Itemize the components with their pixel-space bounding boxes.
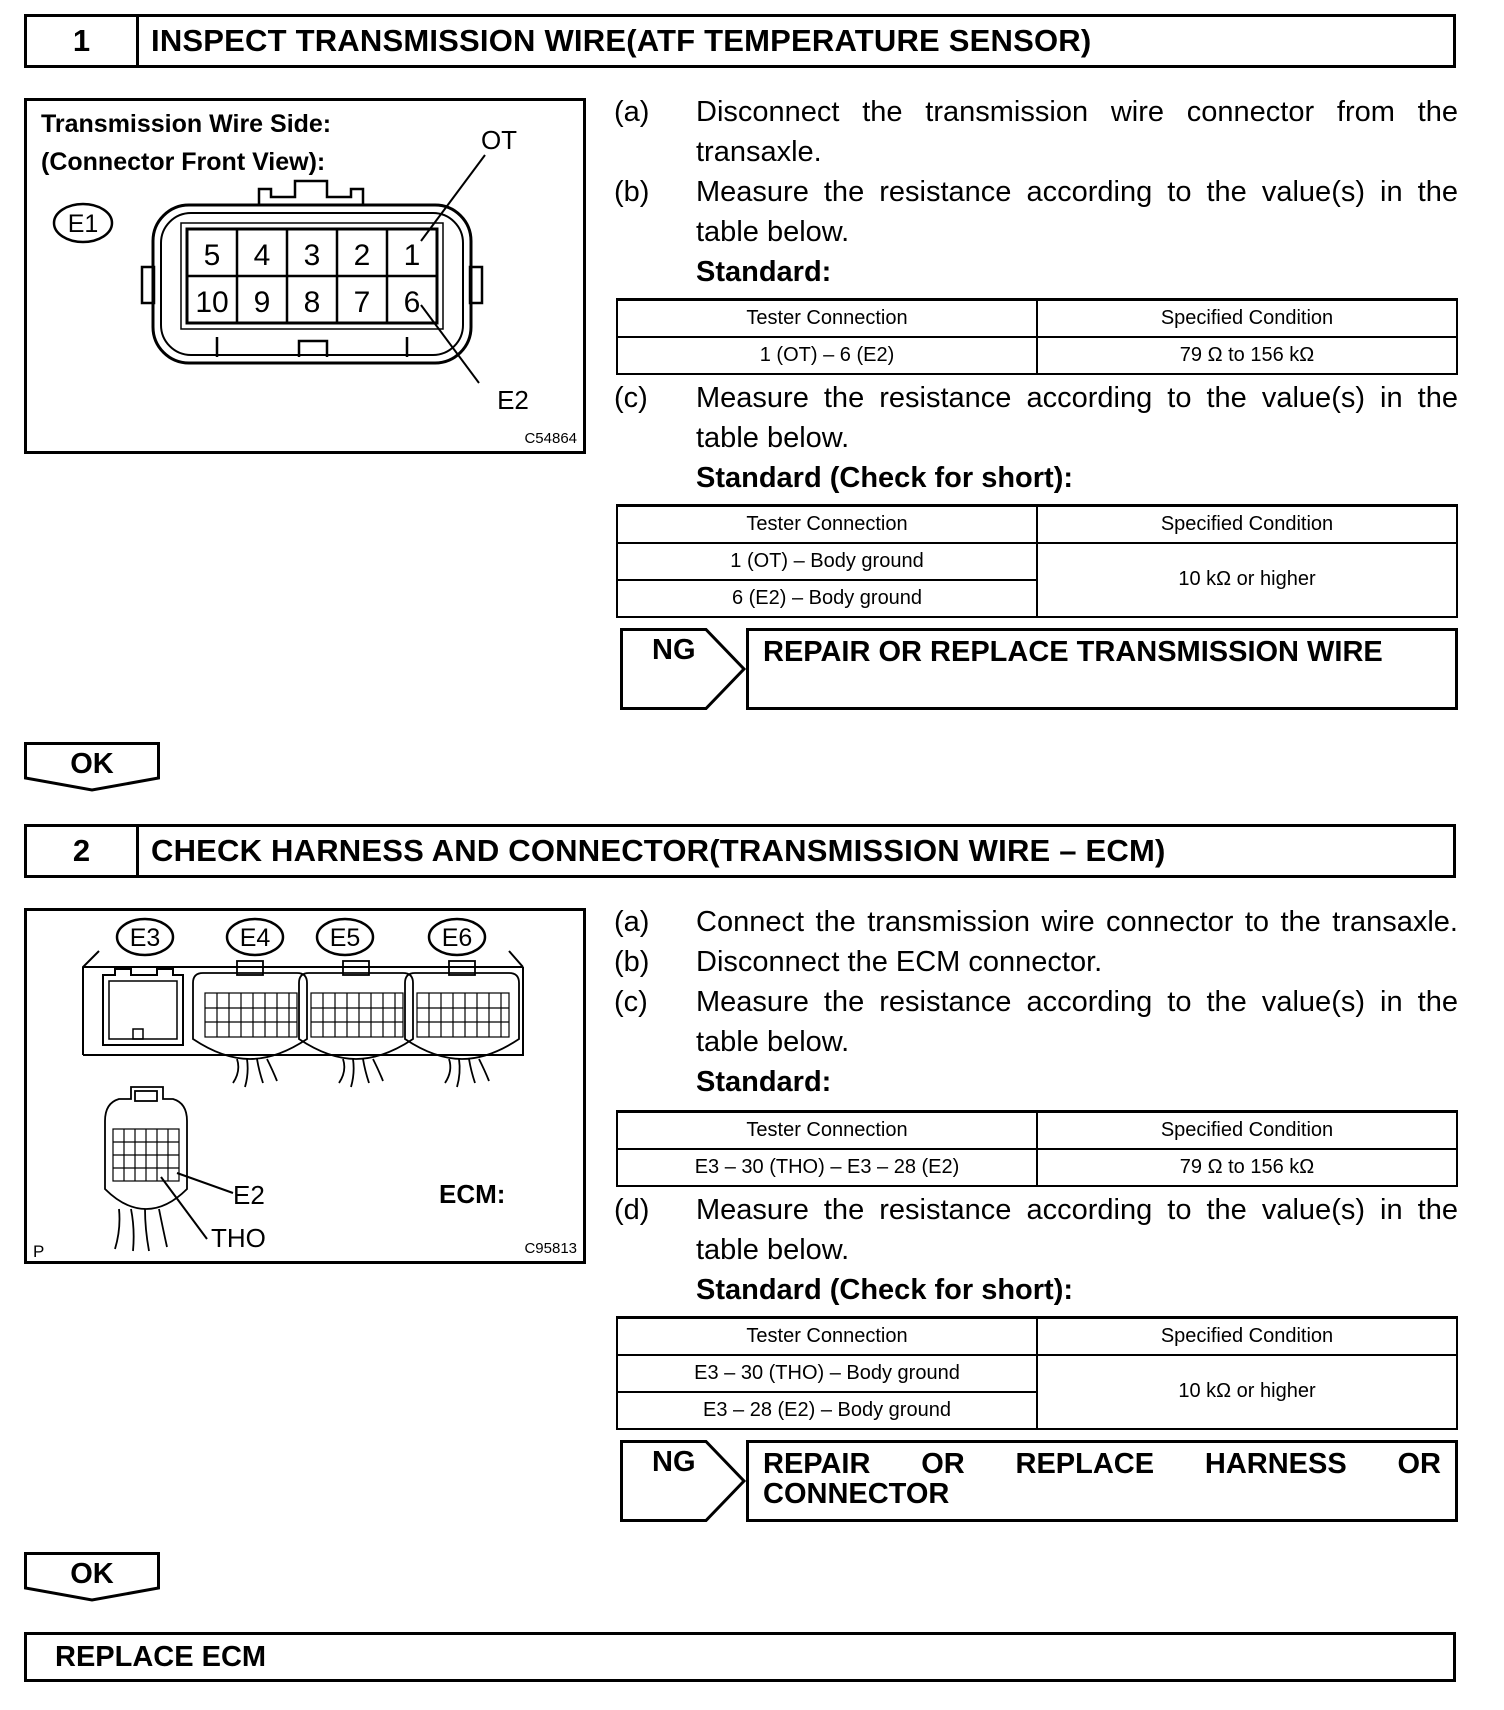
step2-instructions: (a) Connect the transmission wire connector to the transaxle. (b) Disconnect the ECM connector. (c) Measure the resistance according to the value(s) in the table below. Standard: <box>614 902 1458 1102</box>
step1-item-c: (c) Measure the resistance according to the value(s) in the <box>614 382 1458 414</box>
connector-e4-label: E4 <box>239 924 271 952</box>
final-step: REPLACE ECM <box>24 1632 1456 1682</box>
pin-2: 2 <box>353 239 371 272</box>
step1-ng-label: NG <box>652 634 696 666</box>
figure-label-line2: (Connector Front View): <box>41 148 326 176</box>
connector-e1-label: E1 <box>67 210 99 238</box>
step1-ng-box <box>620 628 1458 710</box>
step1-ok-label: OK <box>70 748 114 780</box>
ecm-pin-grids <box>113 993 509 1181</box>
step1-standard-short-label: Standard (Check for short): <box>696 462 1074 494</box>
pin-1: 1 <box>403 239 421 272</box>
step2-instructions-d: (d) Measure the resistance according to the value(s) in the table below. Standard (Check for short): <box>614 1190 1458 1310</box>
step2-ng-text: REPAIR OR REPLACE HARNESS OR CONNECTOR <box>746 1440 1458 1522</box>
step2-figure <box>24 908 586 1264</box>
step1-table1: Tester Connection Specified Condition 1 (OT) – 6 (E2) 79 Ω to 156 kΩ <box>616 298 1458 375</box>
pin-3: 3 <box>303 239 321 272</box>
step1-ng-text: REPAIR OR REPLACE TRANSMISSION WIRE <box>746 628 1458 710</box>
ot-label: OT <box>480 125 518 155</box>
table-row: 1 (OT) – 6 (E2) 79 Ω to 156 kΩ <box>617 337 1457 374</box>
step1-table2: Tester Connection Specified Condition 1 (OT) – Body ground 10 kΩ or higher 6 (E2) – Body ground <box>616 504 1458 618</box>
step1-item-b: (b) Measure the resistance according to the value(s) in the <box>614 176 1458 208</box>
pin-7: 7 <box>353 286 371 319</box>
connector-e1-diagram <box>27 101 583 451</box>
step1-instructions: (a) Disconnect the transmission wire connector from the transaxle. (b) Measure the resistance according to the value(s) in the table below. Standard: <box>614 92 1458 292</box>
step2-item-a: (a) Connect the transmission wire connector to the transaxle. <box>614 906 1458 938</box>
step1-standard-label: Standard: <box>696 256 832 288</box>
step1-title: INSPECT TRANSMISSION WIRE(ATF TEMPERATURE SENSOR) <box>151 23 1092 58</box>
step2-header <box>24 824 1456 878</box>
step2-ng-box <box>620 1440 1458 1522</box>
figure-label-line1: Transmission Wire Side: <box>41 110 332 138</box>
e2-label: E2 <box>497 385 529 415</box>
figure-corner-label: P <box>33 1242 45 1261</box>
pin-8: 8 <box>303 286 321 319</box>
table-row: 6 (E2) – Body ground <box>617 580 1457 617</box>
step2-ok-label: OK <box>70 1558 114 1590</box>
table-row: E3 – 30 (THO) – Body ground 10 kΩ or higher <box>617 1355 1457 1392</box>
step1-header <box>24 14 1456 68</box>
pin-4: 4 <box>253 239 271 272</box>
step2-title: CHECK HARNESS AND CONNECTOR(TRANSMISSION WIRE – ECM) <box>151 833 1166 868</box>
e2-pin-label: E2 <box>233 1180 265 1210</box>
pin-5: 5 <box>203 239 221 272</box>
step2-ng-label: NG <box>652 1446 696 1478</box>
step2-number: 2 <box>27 827 139 875</box>
step1-number: 1 <box>27 17 139 65</box>
step2-ok-box <box>24 1552 160 1602</box>
connector-e3-label: E3 <box>129 924 161 952</box>
connector-e5-label: E5 <box>329 924 361 952</box>
pin-10: 10 <box>195 286 229 319</box>
step2-item-b: (b) Disconnect the ECM connector. <box>614 946 1103 978</box>
table-row: E3 – 28 (E2) – Body ground <box>617 1392 1457 1429</box>
step2-table2: Tester Connection Specified Condition E3 – 30 (THO) – Body ground 10 kΩ or higher E3 – 28 (E2) – Body ground <box>616 1316 1458 1430</box>
step1-figure <box>24 98 586 454</box>
table-row: 1 (OT) – Body ground 10 kΩ or higher <box>617 543 1457 580</box>
table-row: E3 – 30 (THO) – E3 – 28 (E2) 79 Ω to 156 kΩ <box>617 1149 1457 1186</box>
pin-9: 9 <box>253 286 271 319</box>
figure-code: C54864 <box>524 430 577 447</box>
step2-standard-short-label: Standard (Check for short): <box>696 1274 1074 1306</box>
ecm-connector-diagram <box>27 911 583 1261</box>
step2-table1: Tester Connection Specified Condition E3 – 30 (THO) – E3 – 28 (E2) 79 Ω to 156 kΩ <box>616 1110 1458 1187</box>
tho-pin-label: THO <box>211 1223 266 1253</box>
step1-item-a: (a) Disconnect the transmission wire connector from the <box>614 96 1458 128</box>
pin-6: 6 <box>403 286 421 319</box>
step1-ok-box <box>24 742 160 792</box>
connector-e6-label: E6 <box>441 924 473 952</box>
step1-instructions-c: (c) Measure the resistance according to the value(s) in the table below. Standard (Check for short): <box>614 378 1458 498</box>
figure-code: C95813 <box>524 1240 577 1257</box>
step2-item-d: (d) Measure the resistance according to the value(s) in the <box>614 1194 1458 1226</box>
step2-standard-label: Standard: <box>696 1066 832 1098</box>
ecm-label: ECM: <box>439 1179 506 1209</box>
step2-item-c: (c) Measure the resistance according to the value(s) in the <box>614 986 1458 1018</box>
